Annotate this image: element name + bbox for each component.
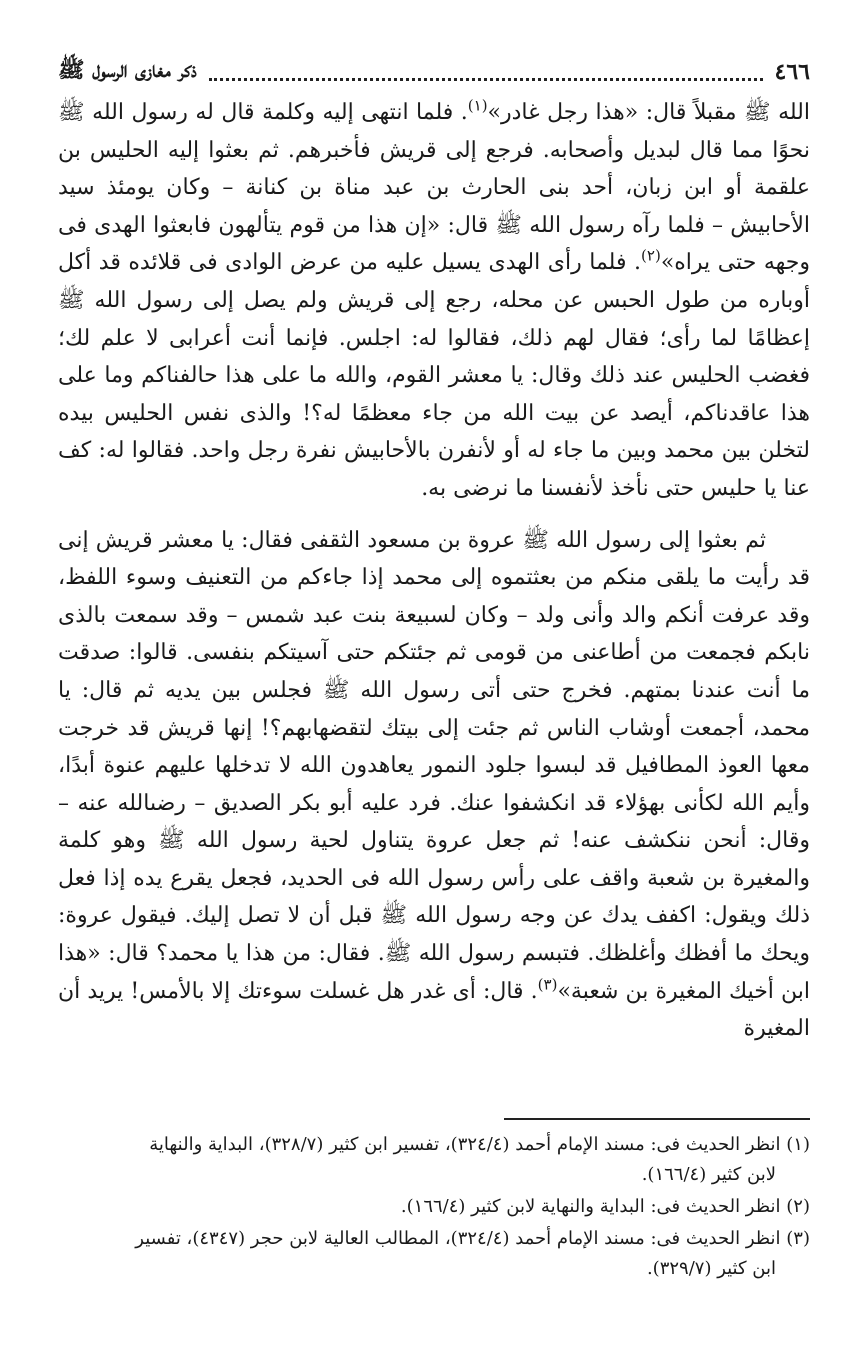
footnote-2 — [58, 1192, 810, 1222]
footnote-3-continuation: ابن كثير (٣٢٩/٧). — [646, 1258, 776, 1279]
footnote-2-label: (٢) — [786, 1196, 810, 1217]
footnote-3 — [58, 1224, 810, 1284]
footnote-3-text: انظر الحديث فى: مسند الإمام أحمد (٣٢٤/٤)، المطالب العالية لابن حجر (٤٣٤٧)، تفسير — [135, 1228, 781, 1249]
page-number: ٤٦٦ — [774, 59, 810, 85]
footnote-1 — [58, 1130, 810, 1190]
footnotes — [58, 1130, 810, 1286]
paragraph-2-part-2: . قال: أى غدر هل غسلت سوءتك إلا بالأمس! يريد أن المغيرة — [58, 978, 810, 1042]
page-header — [58, 52, 810, 92]
footnote-ref-2[interactable]: (٢) — [641, 247, 661, 266]
paragraph-2 — [58, 522, 810, 1048]
paragraph-1-part-2: . فلما انتهى إليه وكلمة قال له رسول الله ﷺ نحوًا مما قال لبديل وأصحابه. فرجع إلى قريش فأخبرهم. ثم بعثوا إليه الحليس بن علقمة أو ابن زبان، أحد بنى الحارث بن عبد مناة بن كنانة – وكان يومئذ سيد الأحابيش – فلما رآه رسول الله ﷺ قال: «إن هذا من قوم يتألهون فابعثوا الهدى فى وجهه حتى يراه» — [58, 100, 810, 276]
footnote-1-text: انظر الحديث فى: مسند الإمام أحمد (٣٢٤/٤)، تفسير ابن كثير (٣٢٨/٧)، البداية والنهاية — [149, 1134, 781, 1155]
paragraph-1 — [58, 94, 810, 508]
footnote-ref-1[interactable]: (١) — [467, 96, 488, 115]
paragraph-1-part-3: . فلما رأى الهدى يسيل عليه من عرض الوادى فى قلائده قد أكل أوباره من طول الحبس عن محله، رجع إلى قريش ولم يصل إلى رسول الله ﷺ إعظامًا لما رأى؛ فقال لهم ذلك، فقالوا له: اجلس. فإنما أنت أعرابى لا علم لك؛ فغضب الحليس عند ذلك وقال: يا معشر القوم، والله ما على هذا حالفناكم وما على هذا عاقدناكم، أيصد عن بيت الله من جاء معظمًا له؟! والذى نفس الحليس بيده لتخلن بين محمد وبين ما جاء له أو لأنفرن بالأحابيش نفرة رجل واحد. فقالوا له: كف عنا يا حليس حتى نأخذ لأنفسنا ما نرضى به. — [58, 250, 810, 501]
main-text — [58, 94, 810, 1048]
footnote-1-continuation: لابن كثير (١٦٦/٤). — [641, 1164, 776, 1185]
footnote-1-label: (١) — [786, 1134, 810, 1155]
footnote-ref-3[interactable]: (٣) — [537, 975, 558, 994]
running-title: ذكر مغازى الرسول ﷺ — [58, 57, 197, 83]
paragraph-1-part-1: الله ﷺ مقبلاً قال: «هذا رجل غادر» — [487, 100, 810, 125]
footnote-2-text: انظر الحديث فى: البداية والنهاية لابن كثير (١٦٦/٤). — [400, 1196, 781, 1217]
header-dot-leader — [209, 64, 763, 81]
footnote-3-label: (٣) — [786, 1228, 810, 1249]
footnote-separator — [504, 1118, 810, 1120]
paragraph-2-part-1: ثم بعثوا إلى رسول الله ﷺ عروة بن مسعود الثقفى فقال: يا معشر قريش إنى قد رأيت ما يلقى منكم من بعثتموه إلى محمد إذا جاءكم من التعنيف وسوء اللفظ، وقد عرفت أنكم والد وأنى ولد – وكان لسبيعة بنت عبد شمس – وقد سمعت بالذى نابكم فجمعت من أطاعنى من قومى ثم جئتكم حتى آسيتكم بنفسى. قالوا: صدقت ما أنت عندنا بمتهم. فخرج حتى أتى رسول الله ﷺ فجلس بين يديه ثم قال: يا محمد، أجمعت أوشاب الناس ثم جئت إلى بيتك لتقضهابهم؟! إنها قريش قد خرجت معها العوذ المطافيل قد لبسوا جلود النمور يعاهدون الله لا تدخلها عليهم عنوة أبدًا، وأيم الله لكأنى بهؤلاء قد انكشفوا عنك. فرد عليه أبو بكر الصديق – رضىالله عنه – وقال: أنحن ننكشف عنه! ثم جعل عروة يتناول لحية رسول الله ﷺ وهو كلمة والمغيرة بن شعبة واقف على رأس رسول الله فى الحديد، فجعل يقرع يده إذا فعل ذلك ويقول: اكفف يدك عن وجه رسول الله ﷺ قبل أن لا تصل إليك. فيقول عروة: ويحك ما أفظك وأغلظك. فتبسم رسول الله ﷺ. فقال: من هذا يا محمد؟ قال: «هذا ابن أخيك المغيرة بن شعبة» — [58, 527, 811, 1004]
